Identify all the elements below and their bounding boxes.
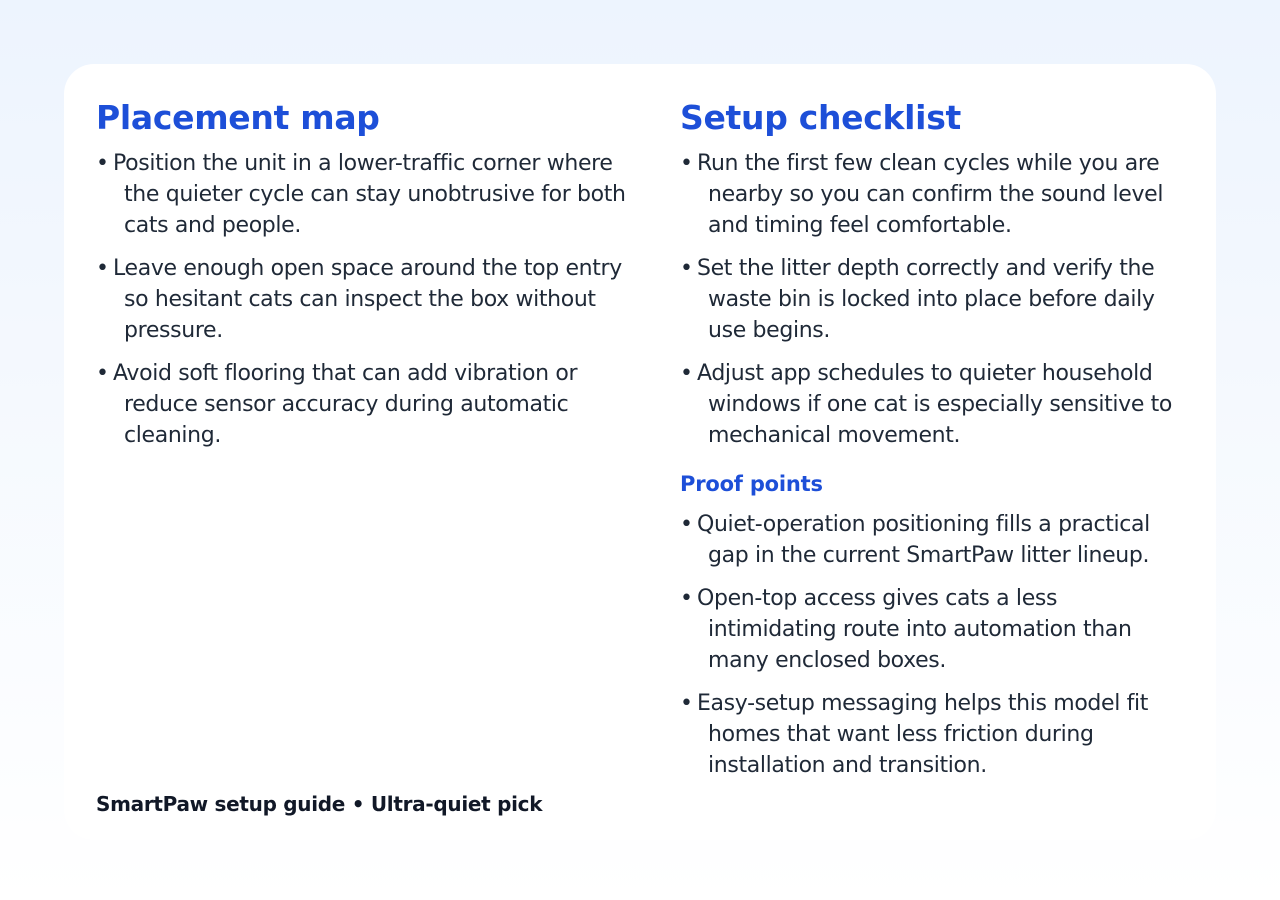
- checklist-title: Setup checklist: [680, 98, 962, 137]
- list-item-text: Open-top access gives cats a less intimidating route into automation than many enclosed boxes.: [697, 586, 1132, 673]
- list-item-text: Leave enough open space around the top entry so hesitant cats can inspect the box without pressure.: [113, 256, 622, 343]
- list-item: [96, 358, 636, 451]
- bullet: •: [680, 151, 693, 176]
- checklist-list: [680, 148, 1190, 451]
- list-item-text: Avoid soft flooring that can add vibration or reduce sensor accuracy during automatic cleaning.: [113, 361, 578, 448]
- placement-section: [96, 98, 636, 463]
- list-item: [680, 583, 1190, 676]
- list-item: [680, 358, 1190, 451]
- bullet: •: [96, 361, 109, 386]
- bullet: •: [680, 691, 693, 716]
- bullet: •: [96, 256, 109, 281]
- bullet: •: [680, 256, 693, 281]
- list-item-text: Quiet-operation positioning fills a practical gap in the current SmartPaw litter lineup.: [697, 512, 1150, 568]
- list-item-text: Position the unit in a lower-traffic corner where the quieter cycle can stay unobtrusive for both cats and people.: [113, 151, 626, 238]
- footer-caption: SmartPaw setup guide • Ultra-quiet pick: [96, 792, 543, 816]
- list-item: [680, 688, 1190, 781]
- proof-points-title: Proof points: [680, 472, 823, 496]
- bullet: •: [680, 361, 693, 386]
- list-item: [680, 148, 1190, 241]
- list-item-text: Adjust app schedules to quieter household windows if one cat is especially sensitive to mechanical movement.: [697, 361, 1173, 448]
- checklist-section: [680, 98, 1190, 793]
- guide-card: [64, 64, 1216, 840]
- list-item: [96, 253, 636, 346]
- list-item: [96, 148, 636, 241]
- placement-list: [96, 148, 636, 451]
- list-item: [680, 509, 1190, 571]
- proof-points-list: [680, 509, 1190, 781]
- list-item-text: Run the first few clean cycles while you are nearby so you can confirm the sound level and timing feel comfortable.: [697, 151, 1164, 238]
- bullet: •: [96, 151, 109, 176]
- list-item: [680, 253, 1190, 346]
- bullet: •: [680, 586, 693, 611]
- bullet: •: [680, 512, 693, 537]
- list-item-text: Easy-setup messaging helps this model fit homes that want less friction during installation and transition.: [697, 691, 1149, 778]
- list-item-text: Set the litter depth correctly and verify the waste bin is locked into place before daily use begins.: [697, 256, 1155, 343]
- placement-title: Placement map: [96, 98, 380, 137]
